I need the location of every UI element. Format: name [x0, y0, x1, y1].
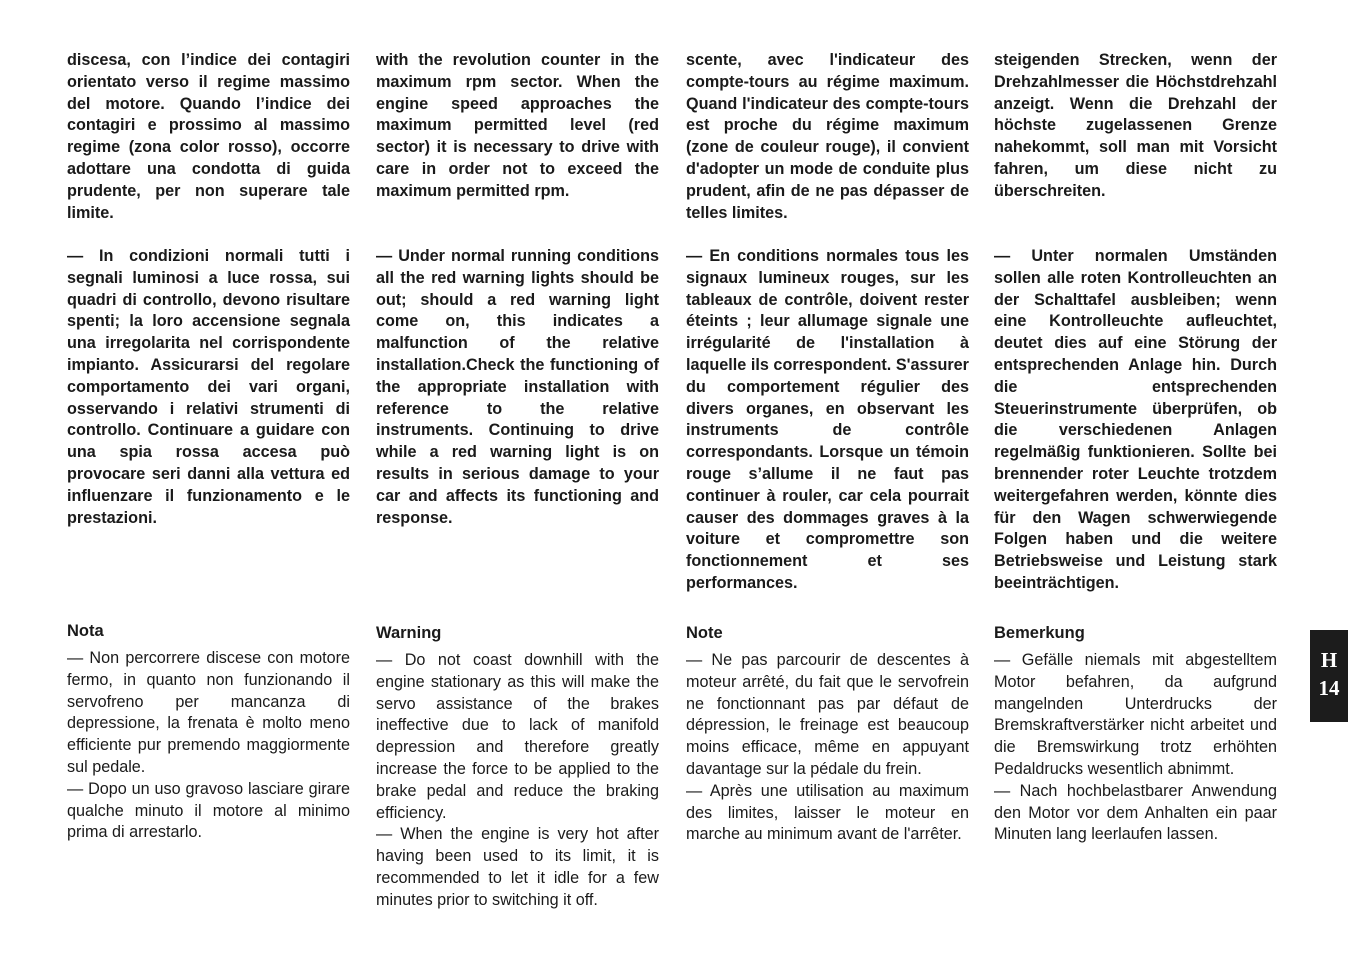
note-item: — Gefälle niemals mit abgestelltem Motor befahren, da aufgrund mangelnden Unterdrucks der Bremskraftverstärker nicht arbeitet und die Bremswirkung trotz erhöhten Pedaldrucks wesentlich abnimmt.: [994, 651, 1277, 778]
section-letter: H: [1320, 648, 1338, 672]
note-item: — Do not coast downhill with the engine stationary as this will make the servo assistance of the brakes ineffective due to lack of manifold depression and therefore greatly increase the force to be applied to the brake pedal and reduce the braking efficiency.: [376, 651, 659, 822]
note-item: — Après une utilisation au maximum des limites, laisser le moteur en marche au minimum avant de l'arrêter.: [686, 781, 969, 844]
note-body: [67, 648, 350, 844]
page-number: 14: [1318, 676, 1340, 700]
paragraph-warning-lights: — Under normal running conditions all the red warning lights should be out; should a red warning light come on, this indicates a malfunction of the relative installation.Check the functioning of the appropriate installation with reference to the relative instruments. Continuing to drive while a red warning light is on results in serious damage to your car and affects its functioning and response.: [376, 247, 659, 527]
paragraph-warning-lights: — En conditions normales tous les signaux lumineux rouges, sur les tableaux de contrôle, doivent rester éteints ; leur allumage signale une irrégularité de l'installation à laquelle ils correspondent. S'assurer du comportement régulier des divers organes, en observant les instruments de contrôle correspondants. Lorsque un témoin rouge s’allume il ne faut pas continuer à rouler, car cela pourrait causer des dommages graves à la voiture et compromettre son fonctionnement et ses performances.: [686, 247, 969, 592]
paragraph-tachometer: discesa, con l’indice dei contagiri orientato verso il regime massimo del motore. Quando l’indice dei contagiri e prossimo al massimo regime (zona color rosso), occorre adottare una condotta di guida prudente, per non superare tale limite.: [67, 51, 350, 222]
note-item: — Dopo un uso gravoso lasciare girare qualche minuto il motore al minimo prima di arrestarlo.: [67, 779, 350, 842]
note-item: — Non percorrere discese con motore fermo, in quanto non funzionando il servofreno per mancanza di depressione, la frenata è molto meno efficiente pur premendo maggiormente sul pedale.: [67, 649, 350, 776]
note-heading: Note: [686, 624, 723, 642]
note-body: [686, 650, 969, 846]
note-item: — When the engine is very hot after having been used to its limit, it is recommended to let it idle for a few minutes prior to switching it off.: [376, 825, 659, 909]
paragraph-tachometer: with the revolution counter in the maximum rpm sector. When the engine speed approaches the maximum permitted level (red sector) it is necessary to drive with care in order not to exceed the maximum permitted rpm.: [376, 51, 659, 200]
note-heading: Warning: [376, 624, 442, 642]
section-tab: [1310, 630, 1348, 722]
paragraph-warning-lights: — Unter normalen Umständen sollen alle roten Kontrolleuchten an der Schalttafel ausbleiben; wenn eine Kontrolleuchte aufleuchtet, deutet dies auf eine Störung der entsprechenden Anlage hin. Durch die entsprechenden Steuerinstrumente überprüfen, ob die verschiedenen Anlagen regelmäßig funktionieren. Sollte bei brennender roter Leuchte trotzdem weitergefahren werden, könnte dies für den Wagen schwerwiegende Folgen haben und die weitere Betriebsweise und Leistung stark beeinträchtigen.: [994, 247, 1277, 592]
paragraph-tachometer: scente, avec l'indicateur des compte-tours au régime maximum. Quand l'indicateur des compte-tours est proche du régime maximum (zone de couleur rouge), il convient d'adopter un mode de conduite plus prudent, afin de ne pas dépasser de telles limites.: [686, 51, 969, 222]
note-heading: Bemerkung: [994, 624, 1085, 642]
note-body: [376, 650, 659, 912]
note-heading: Nota: [67, 622, 104, 640]
note-body: [994, 650, 1277, 846]
note-item: — Ne pas parcourir de descentes à moteur arrêté, du fait que le servofrein ne fonctionnant pas par défaut de dépression, le freinage est beaucoup moins efficace, même en appuyant davantage sur la pédale du frein.: [686, 651, 969, 778]
note-item: — Nach hochbelastbarer Anwendung den Motor vor dem Anhalten ein paar Minuten lang leerlaufen lassen.: [994, 781, 1277, 844]
paragraph-warning-lights: — In condizioni normali tutti i segnali luminosi a luce rossa, sui quadri di controllo, devono risultare spenti; la loro accensione segnala una irregolarita nel corrispondente impianto. Assicurarsi del regolare comportamento dei vari organi, osservando i relativi strumenti di controllo. Continuare a guidare con una spia rossa accesa può provocare seri danni alla vettura ed influenzare il funzionamento e le prestazioni.: [67, 247, 350, 527]
paragraph-tachometer: steigenden Strecken, wenn der Drehzahlmesser die Höchstdrehzahl anzeigt. Wenn die Drehzahl der höchste zugelassenen Grenze nahekommt, soll man mit Vorsicht fahren, um diese nicht zu überschreiten.: [994, 51, 1277, 200]
